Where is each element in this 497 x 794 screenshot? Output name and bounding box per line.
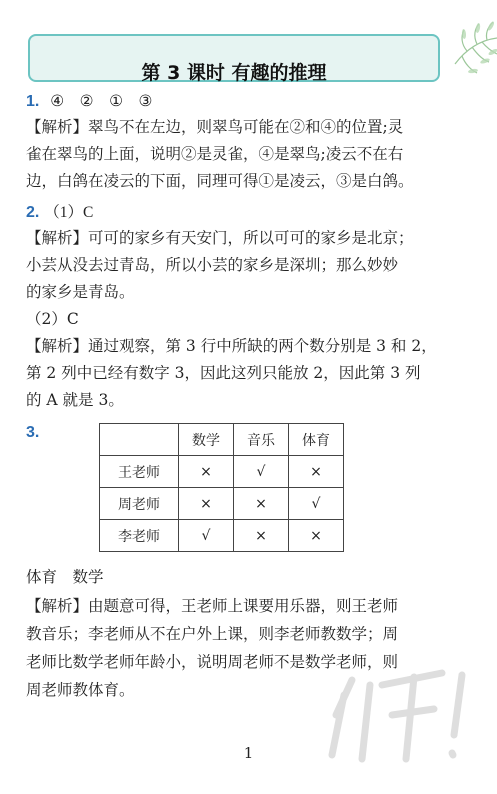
table-cell: √ (234, 456, 289, 488)
q3-number: 3. (26, 424, 40, 441)
q3-answer: 体育 数学 (26, 568, 104, 586)
q3-analysis-line-2: 教音乐；李老师从不在户外上课，则李老师教数学；周 (26, 625, 399, 643)
q2-analysis1-line-3: 的家乡是青岛。 (26, 283, 135, 301)
table-cell: × (234, 488, 289, 520)
table-header-cell: 音乐 (234, 424, 289, 456)
table-cell: √ (289, 488, 344, 520)
table-cell: 周老师 (100, 488, 179, 520)
table-cell: × (179, 488, 234, 520)
q2-analysis1-line-2: 小芸从没去过青岛，所以小芸的家乡是深圳；那么妙妙 (26, 256, 399, 274)
table-header-cell: 体育 (289, 424, 344, 456)
table-header-row (100, 424, 344, 456)
table-row (100, 520, 344, 552)
q1-analysis-line-2: 雀在翠鸟的上面，说明②是灵雀，④是翠鸟;凌云不在右 (26, 145, 404, 163)
q2-part1-answer: （1）C (44, 204, 94, 221)
q1-analysis-line-1: 【解析】翠鸟不在左边，则翠鸟可能在②和④的位置;灵 (26, 118, 404, 136)
q1-answer: ④ ② ① ③ (50, 93, 153, 110)
table-header-cell: 数学 (179, 424, 234, 456)
table-cell: 王老师 (100, 456, 179, 488)
q3-number-line (26, 419, 39, 446)
q2-analysis2-line-3: 的 A 就是 3。 (26, 391, 124, 409)
q2-analysis2-line-1: 【解析】通过观察，第 3 行中所缺的两个数分别是 3 和 2， (26, 337, 437, 355)
q3-analysis-line-4: 周老师教体育。 (26, 681, 135, 699)
q2-analysis1-line-1: 【解析】可可的家乡有天安门，所以可可的家乡是北京； (26, 229, 414, 247)
table-cell: 李老师 (100, 520, 179, 552)
table-row (100, 488, 344, 520)
q3-analysis-line-3: 老师比数学老师年龄小，说明周老师不是数学老师，则 (26, 653, 399, 671)
q2-part2-answer: （2）C (26, 310, 79, 328)
table-cell: × (234, 520, 289, 552)
table-row (100, 456, 344, 488)
table-cell: × (179, 456, 234, 488)
table-cell: × (289, 456, 344, 488)
q2-part1-line (26, 199, 93, 226)
table-header-cell (100, 424, 179, 456)
q2-analysis2-line-2: 第 2 列中已经有数字 3，因此这列只能放 2，因此第 3 列 (26, 364, 421, 382)
lesson-title-box (28, 34, 440, 82)
q2-number: 2. (26, 204, 40, 221)
page-number: 1 (243, 744, 254, 762)
table-cell: × (289, 520, 344, 552)
table-cell: √ (179, 520, 234, 552)
q3-analysis-line-1: 【解析】由题意可得，王老师上课要用乐器，则王老师 (26, 597, 399, 615)
lesson-title: 第 3 课时 有趣的推理 (141, 62, 327, 84)
teacher-subject-table (99, 423, 344, 552)
q1-answer-line (26, 88, 152, 115)
q1-number: 1. (26, 93, 40, 110)
q1-analysis-line-3: 边，白鸽在凌云的下面，同理可得①是凌云，③是白鸽。 (26, 172, 414, 190)
